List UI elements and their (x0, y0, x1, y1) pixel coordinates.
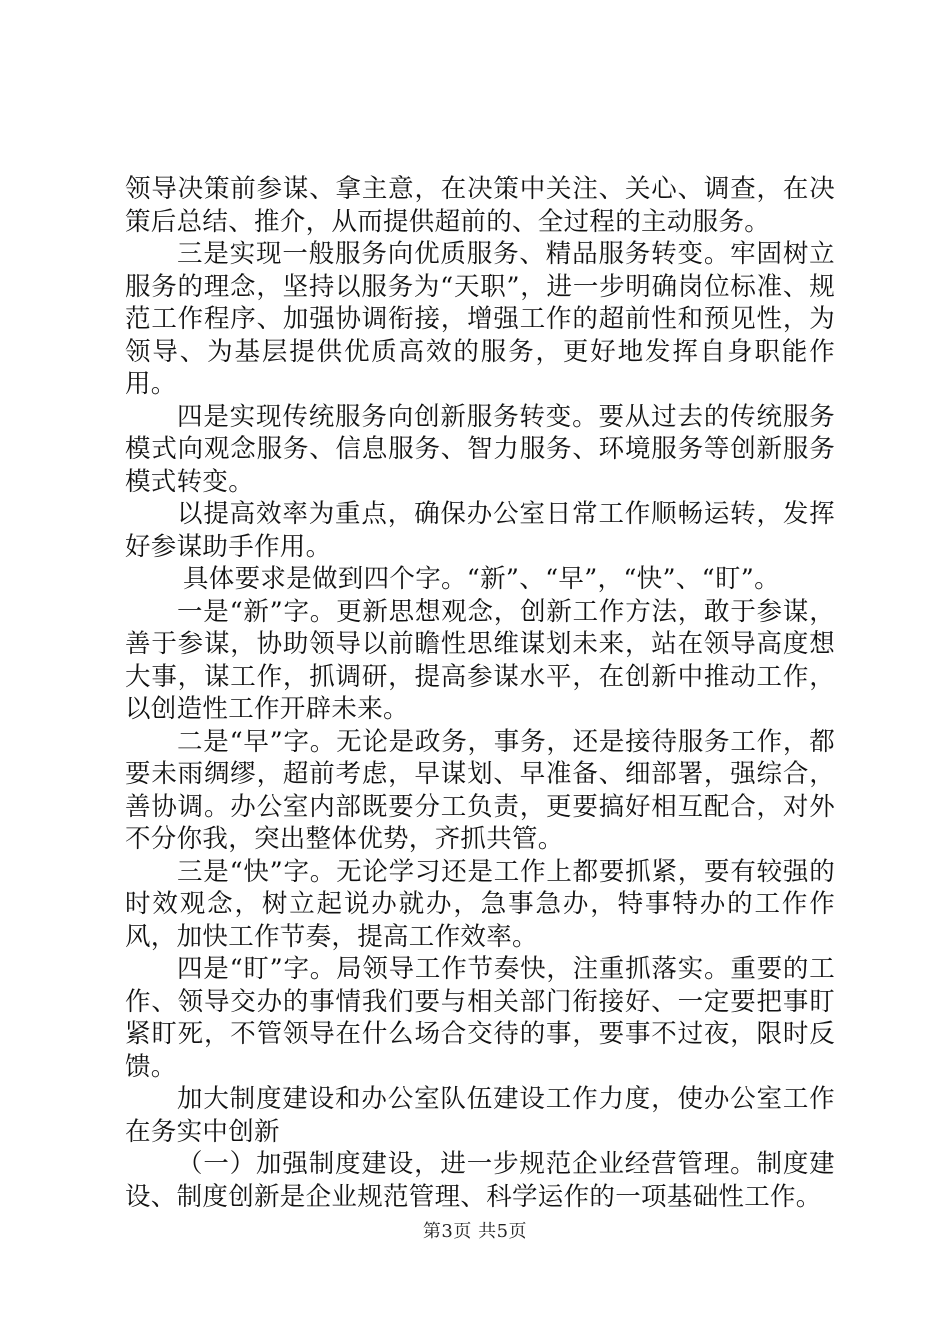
document-body (125, 173, 835, 1213)
paragraph-section-one: （一）加强制度建设，进一步规范企业经营管理。制度建设、制度创新是企业规范管理、科学运作的一项基础性工作。 (125, 1149, 835, 1212)
paragraph-zao: 二是“早”字。无论是政务，事务，还是接待服务工作，都要未雨绸缪，超前考虑，早谋划、早准备、细部署，强综合，善协调。办公室内部既要分工负责，更要搞好相互配合，对外不分你我，突出整体优势，齐抓共管。 (125, 726, 835, 854)
paragraph-continuation: 领导决策前参谋、拿主意，在决策中关注、关心、调查，在决策后总结、推介，从而提供超前的、全过程的主动服务。 (125, 174, 835, 237)
paragraph-kuai: 三是“快”字。无论学习还是工作上都要抓紧，要有较强的时效观念，树立起说办就办，急事急办，特事特办的工作作风，加快工作节奏，提高工作效率。 (125, 856, 835, 952)
page-footer: 第3页 共5页 (422, 1221, 528, 1242)
paragraph-efficiency-heading: 以提高效率为重点，确保办公室日常工作顺畅运转，发挥好参谋助手作用。 (125, 499, 835, 562)
paragraph-xin: 一是“新”字。更新思想观念，创新工作方法，敢于参谋，善于参谋，协助领导以前瞻性思维谋划未来，站在领导高度想大事，谋工作，抓调研，提高参谋水平，在创新中推动工作，以创造性工作开辟未来。 (125, 596, 835, 724)
paragraph-system-building-heading: 加大制度建设和办公室队伍建设工作力度，使办公室工作在务实中创新 (125, 1084, 835, 1147)
paragraph-four-words: 具体要求是做到四个字。“新”、“早”，“快”、“盯”。 (183, 564, 780, 594)
paragraph-service-quality: 三是实现一般服务向优质服务、精品服务转变。牢固树立服务的理念，坚持以服务为“天职”，进一步明确岗位标准、规范工作程序、加强协调衔接，增强工作的超前性和预见性，为领导、为基层提供优质高效的服务，更好地发挥自身职能作用。 (125, 239, 835, 399)
paragraph-ding: 四是“盯”字。局领导工作节奏快，注重抓落实。重要的工作、领导交办的事情我们要与相关部门衔接好、一定要把事盯紧盯死，不管领导在什么场合交待的事，要事不过夜，限时反馈。 (125, 954, 835, 1082)
paragraph-service-innovation: 四是实现传统服务向创新服务转变。要从过去的传统服务模式向观念服务、信息服务、智力服务、环境服务等创新服务模式转变。 (125, 401, 835, 497)
